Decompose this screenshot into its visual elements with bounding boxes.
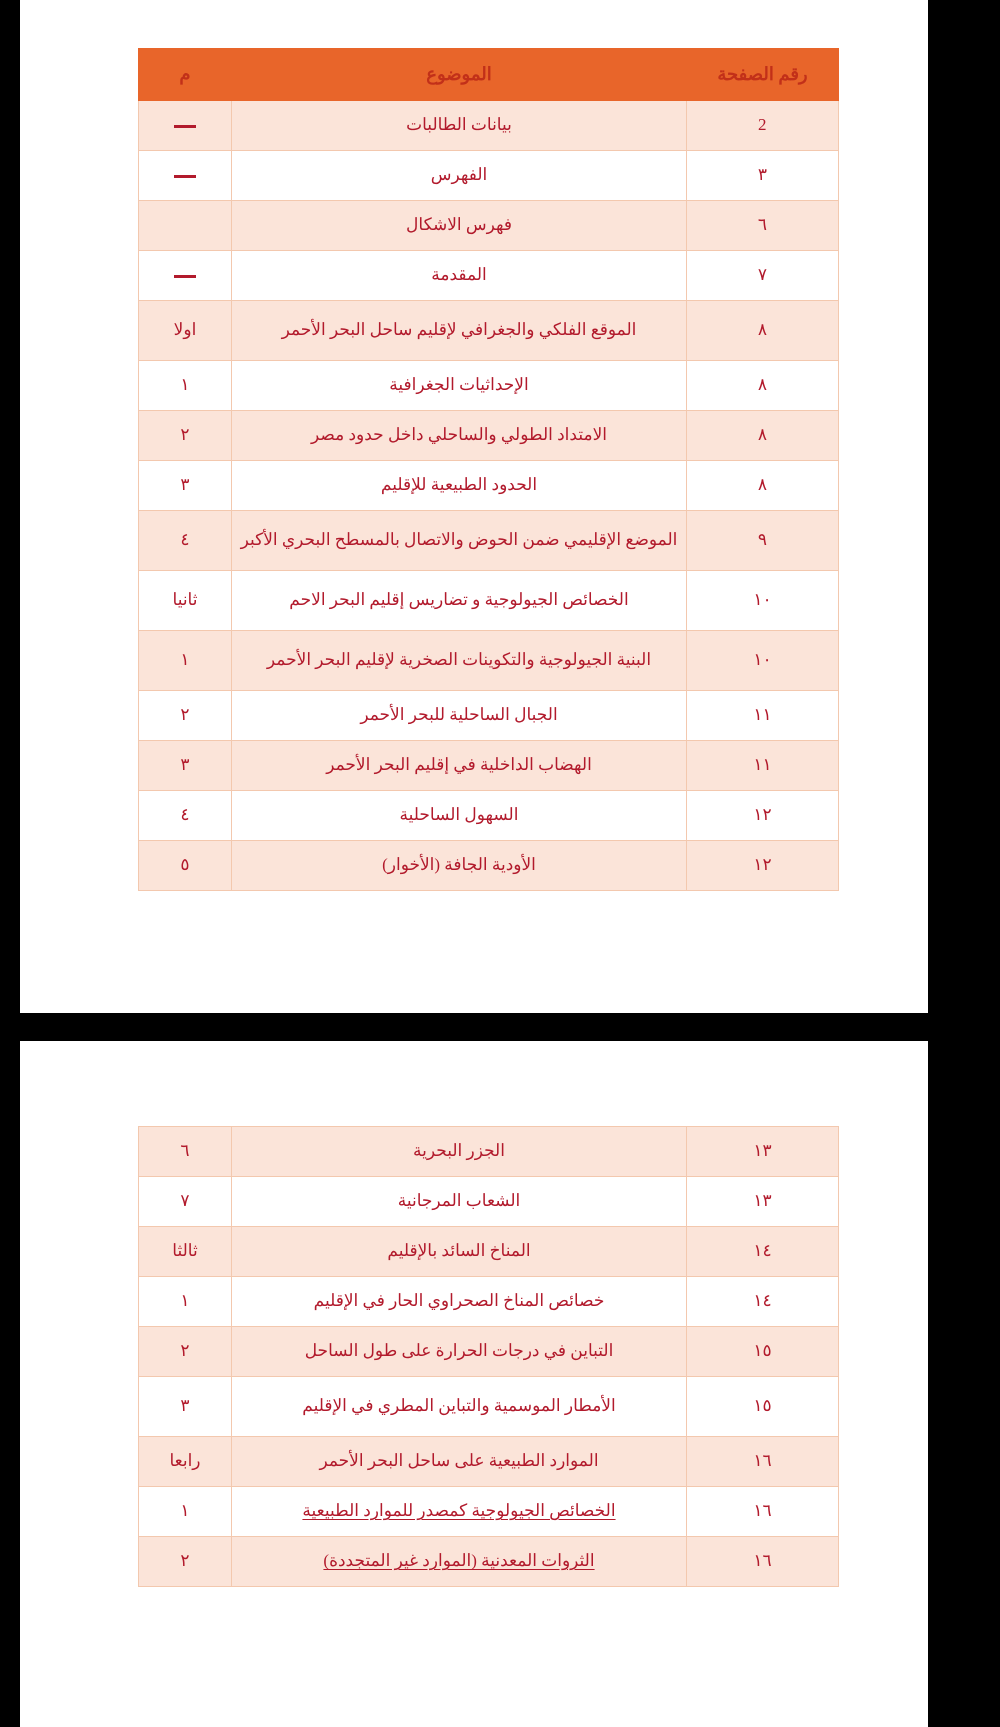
table-header-row [139, 49, 839, 101]
document-page-2 [20, 1041, 928, 1727]
cell-item-number: ١ [139, 1487, 232, 1537]
table-row [139, 1327, 839, 1377]
cell-item-number [139, 201, 232, 251]
cell-item-number: اولا [139, 301, 232, 361]
cell-item-number [139, 101, 232, 151]
table-body-page-2 [139, 1127, 839, 1587]
cell-page-number: 2 [687, 101, 839, 151]
table-row [139, 151, 839, 201]
cell-item-number: ١ [139, 631, 232, 691]
cell-subject: المناخ السائد بالإقليم [232, 1227, 687, 1277]
cell-page-number: ١٦ [687, 1437, 839, 1487]
table-row [139, 251, 839, 301]
cell-page-number: ١٤ [687, 1277, 839, 1327]
cell-page-number: ١٢ [687, 791, 839, 841]
cell-page-number: ٣ [687, 151, 839, 201]
underlined-subject-text: الخصائص الجيولوجية كمصدر للموارد الطبيعية [302, 1501, 616, 1521]
cell-subject [232, 1487, 687, 1537]
cell-subject: الموارد الطبيعية على ساحل البحر الأحمر [232, 1437, 687, 1487]
cell-subject: البنية الجيولوجية والتكوينات الصخرية لإقليم البحر الأحمر [232, 631, 687, 691]
table-row [139, 101, 839, 151]
cell-subject: الموضع الإقليمي ضمن الحوض والاتصال بالمسطح البحري الأكبر [232, 511, 687, 571]
cell-page-number: ١٣ [687, 1127, 839, 1177]
cell-subject [232, 1537, 687, 1587]
cell-subject: الحدود الطبيعية للإقليم [232, 461, 687, 511]
table-row [139, 631, 839, 691]
cell-page-number: ٨ [687, 461, 839, 511]
cell-page-number: ٩ [687, 511, 839, 571]
cell-item-number: ٢ [139, 411, 232, 461]
cell-subject: الامتداد الطولي والساحلي داخل حدود مصر [232, 411, 687, 461]
cell-subject: السهول الساحلية [232, 791, 687, 841]
cell-subject: الموقع الفلكي والجغرافي لإقليم ساحل البحر الأحمر [232, 301, 687, 361]
cell-subject: المقدمة [232, 251, 687, 301]
table-row [139, 1437, 839, 1487]
table-row [139, 571, 839, 631]
cell-subject: الإحداثيات الجغرافية [232, 361, 687, 411]
cell-page-number: ١٤ [687, 1227, 839, 1277]
table-row [139, 1377, 839, 1437]
cell-item-number [139, 151, 232, 201]
cell-item-number [139, 251, 232, 301]
table-row [139, 1537, 839, 1587]
cell-page-number: ٨ [687, 301, 839, 361]
underlined-subject-text: الثروات المعدنية (الموارد غير المتجددة) [323, 1551, 595, 1571]
table-row [139, 741, 839, 791]
cell-item-number: ثالثا [139, 1227, 232, 1277]
table-row [139, 301, 839, 361]
cell-item-number: ٣ [139, 741, 232, 791]
page-separator [0, 1013, 1000, 1041]
table-row [139, 1227, 839, 1277]
cell-subject: الجبال الساحلية للبحر الأحمر [232, 691, 687, 741]
table-row [139, 201, 839, 251]
cell-subject: فهرس الاشكال [232, 201, 687, 251]
cell-subject: الجزر البحرية [232, 1127, 687, 1177]
cell-subject: الفهرس [232, 151, 687, 201]
table-row [139, 1177, 839, 1227]
cell-item-number: ٤ [139, 511, 232, 571]
cell-subject: الأودية الجافة (الأخوار) [232, 841, 687, 891]
table-row [139, 1127, 839, 1177]
cell-item-number: ١ [139, 361, 232, 411]
cell-item-number: ٢ [139, 691, 232, 741]
cell-subject: خصائص المناخ الصحراوي الحار في الإقليم [232, 1277, 687, 1327]
cell-subject: الأمطار الموسمية والتباين المطري في الإقليم [232, 1377, 687, 1437]
cell-item-number: ٣ [139, 1377, 232, 1437]
cell-page-number: ٦ [687, 201, 839, 251]
cell-page-number: ٨ [687, 411, 839, 461]
cell-item-number: ٥ [139, 841, 232, 891]
cell-subject: الشعاب المرجانية [232, 1177, 687, 1227]
cell-item-number: ٣ [139, 461, 232, 511]
cell-item-number: ١ [139, 1277, 232, 1327]
table-of-contents-page-2 [138, 1126, 839, 1587]
cell-item-number: ٢ [139, 1327, 232, 1377]
dash-icon [174, 125, 196, 128]
cell-subject: التباين في درجات الحرارة على طول الساحل [232, 1327, 687, 1377]
table-row [139, 841, 839, 891]
cell-page-number: ١٦ [687, 1537, 839, 1587]
cell-page-number: ١٠ [687, 571, 839, 631]
document-page-1 [20, 0, 928, 1013]
cell-subject: الهضاب الداخلية في إقليم البحر الأحمر [232, 741, 687, 791]
cell-page-number: ١٢ [687, 841, 839, 891]
cell-subject: الخصائص الجيولوجية و تضاريس إقليم البحر الاحم [232, 571, 687, 631]
cell-page-number: ١١ [687, 691, 839, 741]
table-row [139, 361, 839, 411]
cell-page-number: ١٠ [687, 631, 839, 691]
cell-page-number: ١٥ [687, 1327, 839, 1377]
table-body-page-1 [139, 101, 839, 891]
cell-subject: بيانات الطالبات [232, 101, 687, 151]
cell-item-number: ٢ [139, 1537, 232, 1587]
cell-page-number: ١١ [687, 741, 839, 791]
table-row [139, 1487, 839, 1537]
table-row [139, 791, 839, 841]
cell-page-number: ١٥ [687, 1377, 839, 1437]
cell-item-number: ٧ [139, 1177, 232, 1227]
cell-item-number: رابعا [139, 1437, 232, 1487]
cell-page-number: ١٦ [687, 1487, 839, 1537]
cell-page-number: ٧ [687, 251, 839, 301]
table-row [139, 461, 839, 511]
table-of-contents-page-1 [138, 48, 839, 891]
table-row [139, 411, 839, 461]
dash-icon [174, 175, 196, 178]
table-row [139, 691, 839, 741]
cell-page-number: ٨ [687, 361, 839, 411]
cell-page-number: ١٣ [687, 1177, 839, 1227]
column-header-number: م [139, 49, 232, 101]
table-row [139, 1277, 839, 1327]
cell-item-number: ٤ [139, 791, 232, 841]
table-row [139, 511, 839, 571]
cell-item-number: ٦ [139, 1127, 232, 1177]
column-header-subject: الموضوع [232, 49, 687, 101]
cell-item-number: ثانيا [139, 571, 232, 631]
table-header [139, 49, 839, 101]
column-header-page-number: رقم الصفحة [687, 49, 839, 101]
dash-icon [174, 275, 196, 278]
